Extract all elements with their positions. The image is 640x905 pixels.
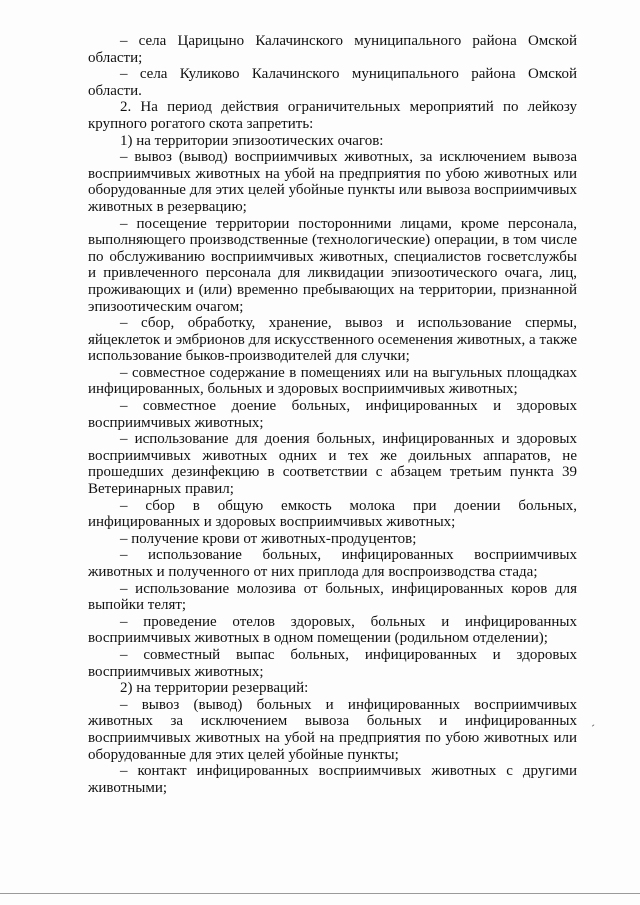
paragraph: 2) на территории резерваций: xyxy=(120,680,309,697)
paragraph: – сбор, обработку, хранение, вывоз и использование спермы, яйцеклеток и эмбрионов для искусственного осеменения животных, а также использование быков-производителей для случки; xyxy=(88,315,577,365)
paragraph: – вывоз (вывод) больных и инфицированных восприимчивых животных за исключением вывоза больных и инфицированных восприимчивых животных на убой на предприятия по убою животных или оборудованные для этих целей убойные пункты; xyxy=(88,696,577,763)
document-body xyxy=(88,33,577,796)
paragraph: – контакт инфицированных восприимчивых животных с другими животными; xyxy=(88,763,577,796)
paragraph: – совместный выпас больных, инфицированных и здоровых восприимчивых животных; xyxy=(88,646,577,680)
paragraph: 2. На период действия ограничительных мероприятий по лейкозу крупного рогатого скота запретить: xyxy=(88,99,577,132)
scan-mark: ˊ xyxy=(591,722,595,736)
paragraph: – использование для доения больных, инфицированных и здоровых восприимчивых животных одних и тех же доильных аппаратов, не прошедших дезинфекцию в соответствии с абзацем третьим пункта 39 Ветеринарных правил; xyxy=(88,431,577,498)
paragraph: – проведение отелов здоровых, больных и инфицированных восприимчивых животных в одном помещении (родильном отделении); xyxy=(88,613,577,647)
paragraph: – использование больных, инфицированных восприимчивых животных и полученного от них приплода для воспроизводства стада; xyxy=(88,547,577,580)
paragraph: – совместное содержание в помещениях или на выгульных площадках инфицированных, больных и здоровых восприимчивых животных; xyxy=(88,364,577,398)
paragraph: 1) на территории эпизоотических очагов: xyxy=(120,132,384,149)
paragraph: – села Царицыно Калачинского муниципального района Омской области; xyxy=(88,33,577,66)
paragraph: – посещение территории посторонними лицами, кроме персонала, выполняющего производственные (технологические) операции, в том числе по обслуживанию восприимчивых животных, специалистов госветслужбы и привлеченного персонала для ликвидации эпизоотического очага, лиц, проживающих и (или) временно пребывающих на территории, признанной эпизоотическим очагом; xyxy=(88,215,577,315)
paragraph: – села Куликово Калачинского муниципального района Омской области. xyxy=(88,66,577,99)
paragraph: – вывоз (вывод) восприимчивых животных, за исключением вывоза восприимчивых животных на убой на предприятия по убою животных или оборудованные для этих целей убойные пункты или вывоза восприимчивых животных в резервацию; xyxy=(88,149,577,215)
paragraph: – использование молозива от больных, инфицированных коров для выпойки телят; xyxy=(88,580,577,614)
paragraph: – совместное доение больных, инфицированных и здоровых восприимчивых животных; xyxy=(88,398,577,431)
scan-edge-line xyxy=(0,893,640,894)
paragraph: – получение крови от животных-продуцентов; xyxy=(120,530,417,547)
paragraph: – сбор в общую емкость молока при доении больных, инфицированных и здоровых восприимчивых животных; xyxy=(88,497,577,531)
